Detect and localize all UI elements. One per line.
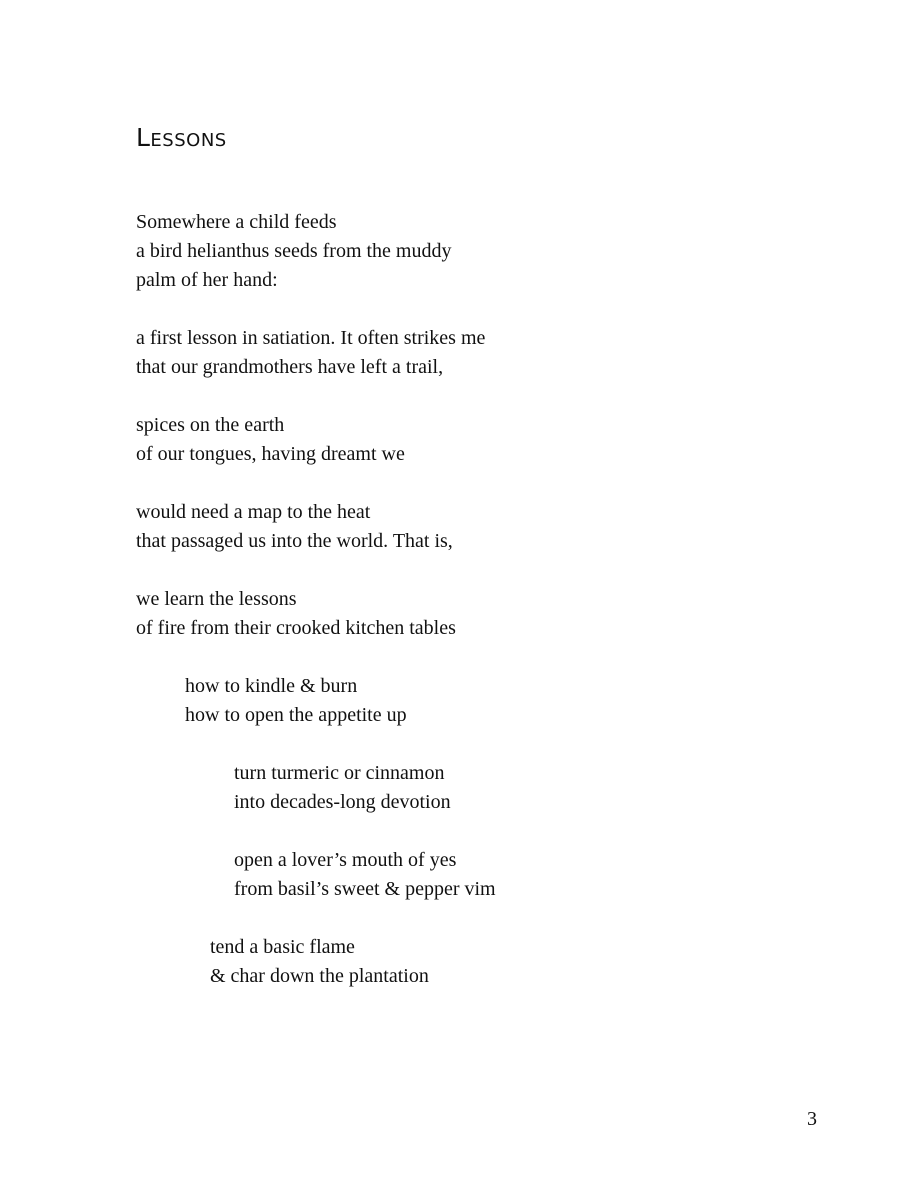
poem-line: how to open the appetite up [185,704,407,726]
stanza [136,411,836,469]
stanza [136,672,836,730]
stanza [136,933,836,991]
stanza [136,498,836,556]
poem-line: into decades-long devotion [234,791,451,813]
poem-line: spices on the earth [136,414,285,436]
poem-line: palm of her hand: [136,269,278,291]
stanza [136,759,836,817]
poem-line: tend a basic flame [210,936,355,958]
poem-line: open a lover’s mouth of yes [234,849,457,871]
poem-line: that passaged us into the world. That is, [136,530,453,552]
poem-line: a bird helianthus seeds from the muddy [136,240,452,262]
poem-line: & char down the plantation [210,965,429,987]
stanza [136,324,836,382]
poem-line: Somewhere a child feeds [136,211,337,233]
poem-line: from basil’s sweet & pepper vim [234,878,496,900]
poem-line: of fire from their crooked kitchen tables [136,617,456,639]
poem-line: a first lesson in satiation. It often strikes me [136,327,486,349]
stanza [136,846,836,904]
poem-line: that our grandmothers have left a trail, [136,356,444,378]
stanza [136,585,836,643]
stanza [136,208,836,295]
poem-title: Lessons [136,123,227,152]
poem-body [136,208,836,1020]
page-number: 3 [807,1108,817,1130]
poem-line: of our tongues, having dreamt we [136,443,405,465]
poem-line: we learn the lessons [136,588,297,610]
poem-line: turn turmeric or cinnamon [234,762,445,784]
poem-line: how to kindle & burn [185,675,358,697]
poem-line: would need a map to the heat [136,501,371,523]
